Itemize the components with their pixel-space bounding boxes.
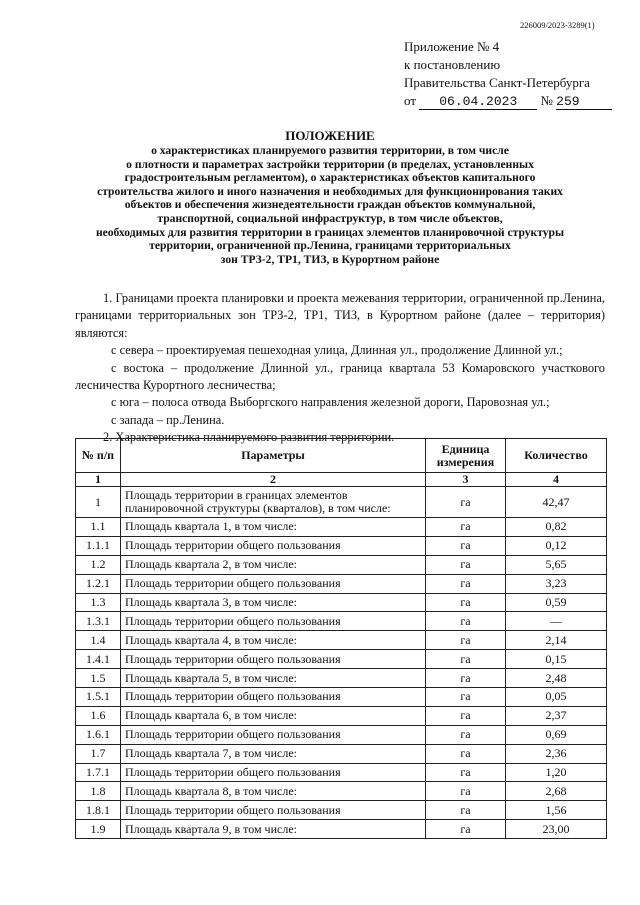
row-parameter: Площадь квартала 8, в том числе:	[121, 782, 426, 801]
row-unit: га	[426, 725, 506, 744]
resolution-number: 259	[556, 95, 612, 110]
title-heading: ПОЛОЖЕНИЕ	[285, 128, 375, 143]
row-unit: га	[426, 706, 506, 725]
row-quantity: 1,56	[506, 801, 607, 820]
title-line: градостроительным регламентом), о характеристиках объектов капитального	[124, 171, 536, 185]
row-unit: га	[426, 555, 506, 574]
row-number: 1	[76, 487, 121, 518]
appendix-line: Приложение № 4	[404, 39, 500, 54]
row-unit: га	[426, 631, 506, 650]
table-row	[76, 612, 607, 631]
row-parameter: Площадь квартала 6, в том числе:	[121, 706, 426, 725]
title-line: необходимых для развития территории в границах элементов планировочной структуры	[95, 225, 565, 239]
paragraph-1: 1. Границами проекта планировки и проекта межевания территории, ограниченной пр.Ленина, границами территориальных зон ТРЗ-2, ТР1, ТИЗ, в Курортном районе (далее – территория) являются:	[75, 291, 605, 340]
col-number: 2	[121, 473, 426, 487]
table-row	[76, 536, 607, 555]
row-unit: га	[426, 669, 506, 688]
title-line: объектов и обеспечения жизнедеятельности граждан объектов коммунальной,	[124, 198, 536, 212]
row-number: 1.2.1	[76, 574, 121, 593]
resolution-date: 06.04.2023	[419, 95, 537, 110]
row-number: 1.4	[76, 631, 121, 650]
appendix-block	[404, 38, 612, 110]
document-body	[75, 290, 605, 447]
row-unit: га	[426, 820, 506, 839]
row-unit: га	[426, 801, 506, 820]
row-quantity: 2,48	[506, 669, 607, 688]
row-number: 1.4.1	[76, 650, 121, 669]
row-parameter: Площадь квартала 1, в том числе:	[121, 518, 426, 537]
row-parameter: Площадь квартала 2, в том числе:	[121, 555, 426, 574]
row-quantity: 1,20	[506, 763, 607, 782]
row-parameter: Площадь квартала 5, в том числе:	[121, 669, 426, 688]
row-quantity: 23,00	[506, 820, 607, 839]
title-line: о плотности и параметрах застройки территории (в пределах, установленных	[126, 157, 534, 171]
row-number: 1.3.1	[76, 612, 121, 631]
row-parameter: Площадь территории общего пользования	[121, 536, 426, 555]
col-number: 3	[426, 473, 506, 487]
row-number: 1.7.1	[76, 763, 121, 782]
row-quantity: 42,47	[506, 487, 607, 518]
table-row	[76, 820, 607, 839]
table-row	[76, 593, 607, 612]
table-row	[76, 744, 607, 763]
row-quantity: 0,05	[506, 688, 607, 707]
row-unit: га	[426, 688, 506, 707]
title-line: о характеристиках планируемого развития территории, в том числе	[151, 144, 509, 157]
table-row	[76, 725, 607, 744]
number-label: №	[540, 93, 553, 108]
document-number: 226009/2023-3289(1)	[520, 20, 595, 30]
boundary-north: с севера – проектируемая пешеходная улица, Длинная ул., продолжение Длинной ул.;	[111, 343, 563, 358]
table-row	[76, 574, 607, 593]
row-quantity: 2,68	[506, 782, 607, 801]
row-parameter: Площадь квартала 7, в том числе:	[121, 744, 426, 763]
table-row	[76, 555, 607, 574]
boundary-south: с юга – полоса отвода Выборгского направления железной дороги, Паровозная ул.;	[111, 395, 550, 410]
row-parameter: Площадь территории общего пользования	[121, 801, 426, 820]
row-parameter: Площадь территории общего пользования	[121, 574, 426, 593]
row-number: 1.1.1	[76, 536, 121, 555]
row-quantity: 0,59	[506, 593, 607, 612]
row-unit: га	[426, 487, 506, 518]
title-line: территории, ограниченной пр.Ленина, границами территориальных	[149, 239, 511, 253]
appendix-line: Правительства Санкт-Петербурга	[404, 75, 590, 90]
row-parameter: Площадь территории общего пользования	[121, 725, 426, 744]
document-title	[60, 128, 600, 266]
row-parameter: Площадь территории общего пользования	[121, 612, 426, 631]
header-parameters: Параметры	[121, 439, 426, 473]
table-row	[76, 650, 607, 669]
row-quantity: 0,82	[506, 518, 607, 537]
header-quantity: Количество	[506, 439, 607, 473]
row-quantity: 0,69	[506, 725, 607, 744]
row-unit: га	[426, 782, 506, 801]
row-unit: га	[426, 574, 506, 593]
boundary-east: с востока – продолжение Длинной ул., граница квартала 53 Комаровского участкового лесничества Курортного лесничества;	[75, 360, 605, 393]
row-number: 1.6	[76, 706, 121, 725]
table-row	[76, 518, 607, 537]
row-number: 1.8	[76, 782, 121, 801]
appendix-date-line	[404, 92, 612, 110]
row-quantity: —	[506, 612, 607, 631]
row-parameter: Площадь квартала 3, в том числе:	[121, 593, 426, 612]
paragraph-2: 2. Характеристика планируемого развития территории.	[103, 430, 395, 445]
table-row	[76, 688, 607, 707]
boundary-west: с запада – пр.Ленина.	[111, 412, 225, 427]
row-quantity: 0,12	[506, 536, 607, 555]
row-parameter: Площадь территории общего пользования	[121, 650, 426, 669]
table-row	[76, 669, 607, 688]
appendix-line: к постановлению	[404, 57, 501, 72]
table-row	[76, 801, 607, 820]
row-quantity: 2,14	[506, 631, 607, 650]
row-number: 1.7	[76, 744, 121, 763]
row-unit: га	[426, 612, 506, 631]
row-parameter: Площадь квартала 4, в том числе:	[121, 631, 426, 650]
row-unit: га	[426, 518, 506, 537]
row-quantity: 2,37	[506, 706, 607, 725]
row-parameter: Площадь территории общего пользования	[121, 688, 426, 707]
header-number: № п/п	[76, 439, 121, 473]
row-parameter: Площадь квартала 9, в том числе:	[121, 820, 426, 839]
characteristics-table	[75, 438, 607, 839]
col-number: 1	[76, 473, 121, 487]
table-row	[76, 763, 607, 782]
table-row	[76, 631, 607, 650]
row-parameter: Площадь территории общего пользования	[121, 763, 426, 782]
table-row	[76, 487, 607, 518]
row-unit: га	[426, 593, 506, 612]
row-quantity: 2,36	[506, 744, 607, 763]
row-quantity: 0,15	[506, 650, 607, 669]
from-label: от	[404, 93, 417, 108]
table-row	[76, 782, 607, 801]
row-quantity: 3,23	[506, 574, 607, 593]
title-line: транспортной, социальной инфраструктур, в том числе объектов,	[157, 211, 503, 225]
header-unit: Единица измерения	[426, 439, 506, 473]
row-number: 1.2	[76, 555, 121, 574]
title-line: зон ТРЗ-2, ТР1, ТИЗ, в Курортном районе	[220, 252, 440, 266]
row-unit: га	[426, 744, 506, 763]
row-number: 1.5	[76, 669, 121, 688]
table-row	[76, 706, 607, 725]
row-unit: га	[426, 536, 506, 555]
row-number: 1.3	[76, 593, 121, 612]
row-number: 1.1	[76, 518, 121, 537]
row-number: 1.9	[76, 820, 121, 839]
row-unit: га	[426, 650, 506, 669]
title-line: строительства жилого и иного назначения и необходимых для функционирования таких	[97, 184, 563, 198]
row-quantity: 5,65	[506, 555, 607, 574]
col-number: 4	[506, 473, 607, 487]
row-number: 1.8.1	[76, 801, 121, 820]
row-unit: га	[426, 763, 506, 782]
row-number: 1.6.1	[76, 725, 121, 744]
row-number: 1.5.1	[76, 688, 121, 707]
row-parameter: Площадь территории в границах элементов планировочной структуры (кварталов), в том числе:	[121, 487, 426, 518]
